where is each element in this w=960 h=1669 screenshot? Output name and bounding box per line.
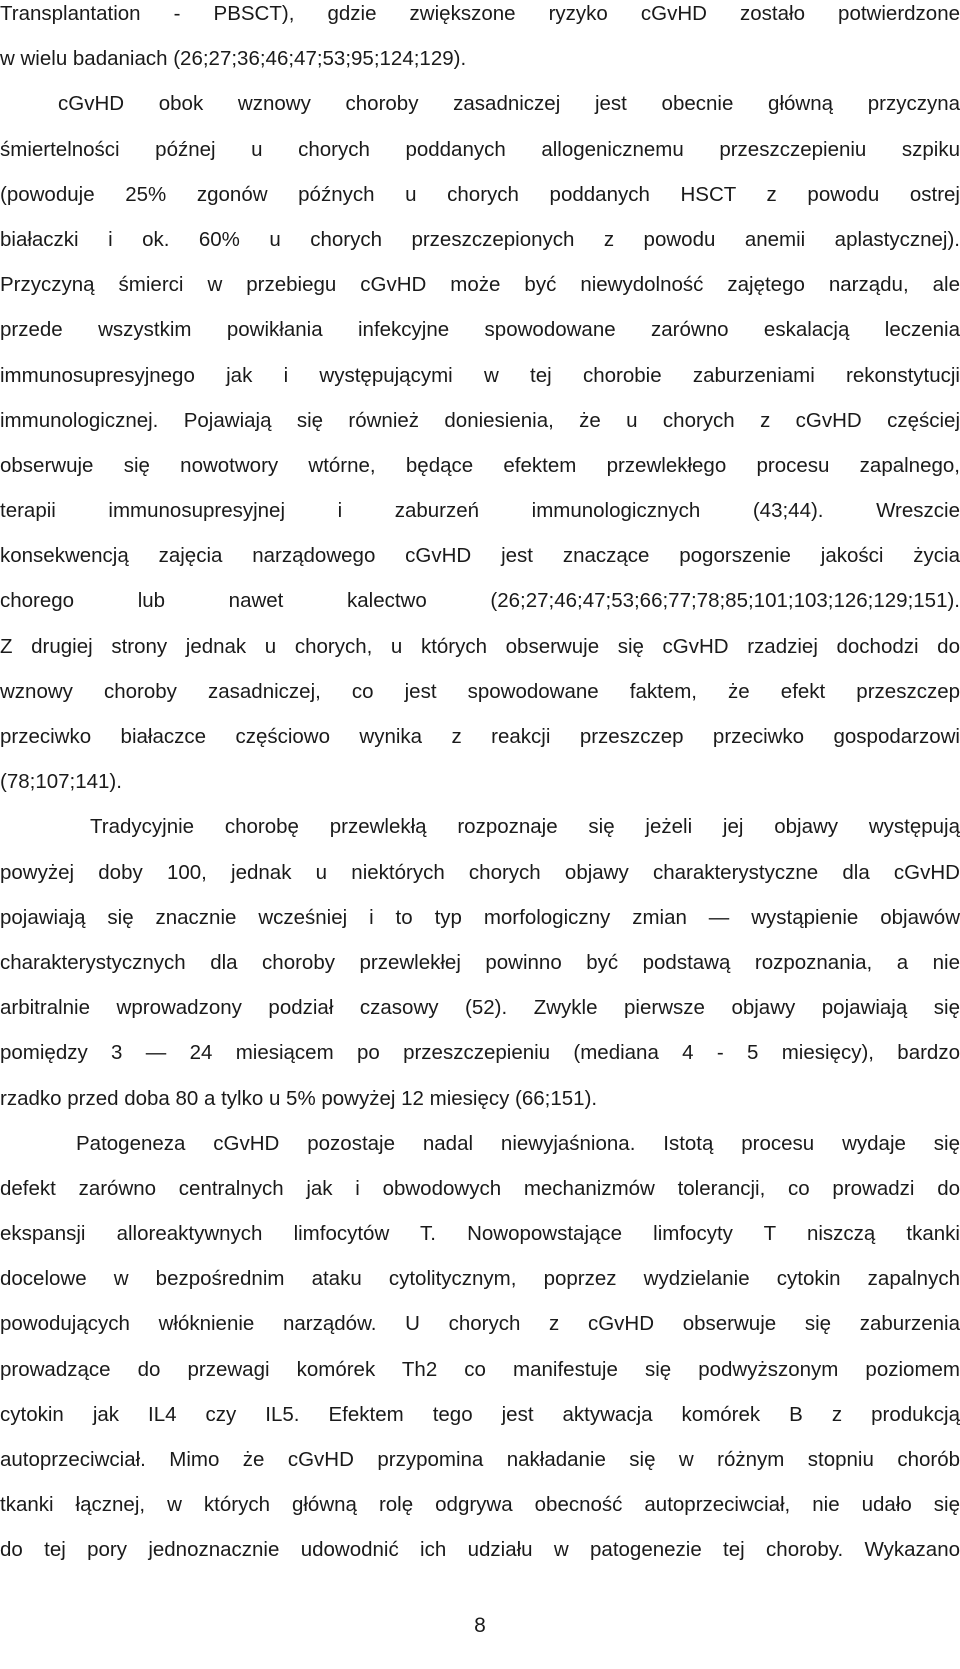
text-line: Tradycyjnie chorobę przewlekłą rozpoznaje się jeżeli jej objawy występują xyxy=(90,815,960,839)
text-line: chorego lub nawet kalectwo (26;27;46;47;53;66;77;78;85;101;103;126;129;151). xyxy=(0,589,960,613)
text-line: przede wszystkim powikłania infekcyjne spowodowane zarówno eskalacją leczenia xyxy=(0,318,960,342)
text-line: prowadzące do przewagi komórek Th2 co manifestuje się podwyższonym poziomem xyxy=(0,1357,960,1381)
text-line: pojawiają się znacznie wcześniej i to typ morfologiczny zmian — wystąpienie objawów xyxy=(0,905,960,929)
text-line: konsekwencją zajęcia narządowego cGvHD jest znaczące pogorszenie jakości życia xyxy=(0,544,960,568)
text-line: cGvHD obok wznowy choroby zasadniczej jest obecnie główną przyczyna xyxy=(58,92,960,116)
text-line: Patogeneza cGvHD pozostaje nadal niewyjaśniona. Istotą procesu wydaje się xyxy=(76,1131,960,1155)
text-line: (78;107;141). xyxy=(0,770,122,794)
text-line: defekt zarówno centralnych jak i obwodowych mechanizmów tolerancji, co prowadzi do xyxy=(0,1176,960,1200)
text-line: Przyczyną śmierci w przebiegu cGvHD może być niewydolność zajętego narządu, ale xyxy=(0,273,960,297)
text-line: (powoduje 25% zgonów późnych u chorych poddanych HSCT z powodu ostrej xyxy=(0,182,960,206)
text-line: charakterystycznych dla choroby przewlekłej powinno być podstawą rozpoznania, a nie xyxy=(0,950,960,974)
text-line: śmiertelności późnej u chorych poddanych allogenicznemu przeszczepieniu szpiku xyxy=(0,137,960,161)
page-number: 8 xyxy=(474,1614,486,1637)
text-line: arbitralnie wprowadzony podział czasowy (52). Zwykle pierwsze objawy pojawiają się xyxy=(0,996,960,1020)
text-line: tkanki łącznej, w których główną rolę odgrywa obecność autoprzeciwciał, nie udało się xyxy=(0,1493,960,1517)
text-line: ekspansji alloreaktywnych limfocytów T. Nowopowstające limfocyty T niszczą tkanki xyxy=(0,1222,960,1246)
text-line: cytokin jak IL4 czy IL5. Efektem tego jest aktywacja komórek B z produkcją xyxy=(0,1402,960,1426)
text-line: rzadko przed doba 80 a tylko u 5% powyżej 12 miesięcy (66;151). xyxy=(0,1086,598,1110)
text-line: immunologicznej. Pojawiają się również doniesienia, że u chorych z cGvHD częściej xyxy=(0,408,960,432)
text-line: Transplantation - PBSCT), gdzie zwiększone ryzyko cGvHD zostało potwierdzone xyxy=(0,2,960,25)
text-line: przeciwko białaczce częściowo wynika z reakcji przeszczep przeciwko gospodarzowi xyxy=(0,725,960,748)
text-line: Z drugiej strony jednak u chorych, u których obserwuje się cGvHD rzadziej dochodzi do xyxy=(0,634,960,658)
text-line: powyżej doby 100, jednak u niektórych chorych objawy charakterystyczne dla cGvHD xyxy=(0,860,960,884)
text-line: obserwuje się nowotwory wtórne, będące efektem przewlekłego procesu zapalnego, xyxy=(0,453,960,477)
text-line: immunosupresyjnego jak i występującymi w tej chorobie zaburzeniami rekonstytucji xyxy=(0,363,960,387)
text-line: autoprzeciwciał. Mimo że cGvHD przypomina nakładanie się w różnym stopniu chorób xyxy=(0,1448,960,1471)
text-line: białaczki i ok. 60% u chorych przeszczepionych z powodu anemii aplastycznej). xyxy=(0,227,960,251)
text-line: powodujących włóknienie narządów. U chorych z cGvHD obserwuje się zaburzenia xyxy=(0,1312,960,1336)
text-line: do tej pory jednoznacznie udowodnić ich udziału w patogenezie tej choroby. Wykazano xyxy=(0,1538,960,1562)
text-line: docelowe w bezpośrednim ataku cytolitycznym, poprzez wydzielanie cytokin zapalnych xyxy=(0,1267,960,1291)
text-line: pomiędzy 3 — 24 miesiącem po przeszczepieniu (mediana 4 - 5 miesięcy), bardzo xyxy=(0,1041,960,1065)
text-line: w wielu badaniach (26;27;36;46;47;53;95;124;129). xyxy=(0,47,467,71)
text-line: terapii immunosupresyjnej i zaburzeń immunologicznych (43;44). Wreszcie xyxy=(0,499,960,523)
text-line: wznowy choroby zasadniczej, co jest spowodowane faktem, że efekt przeszczep xyxy=(0,679,960,703)
